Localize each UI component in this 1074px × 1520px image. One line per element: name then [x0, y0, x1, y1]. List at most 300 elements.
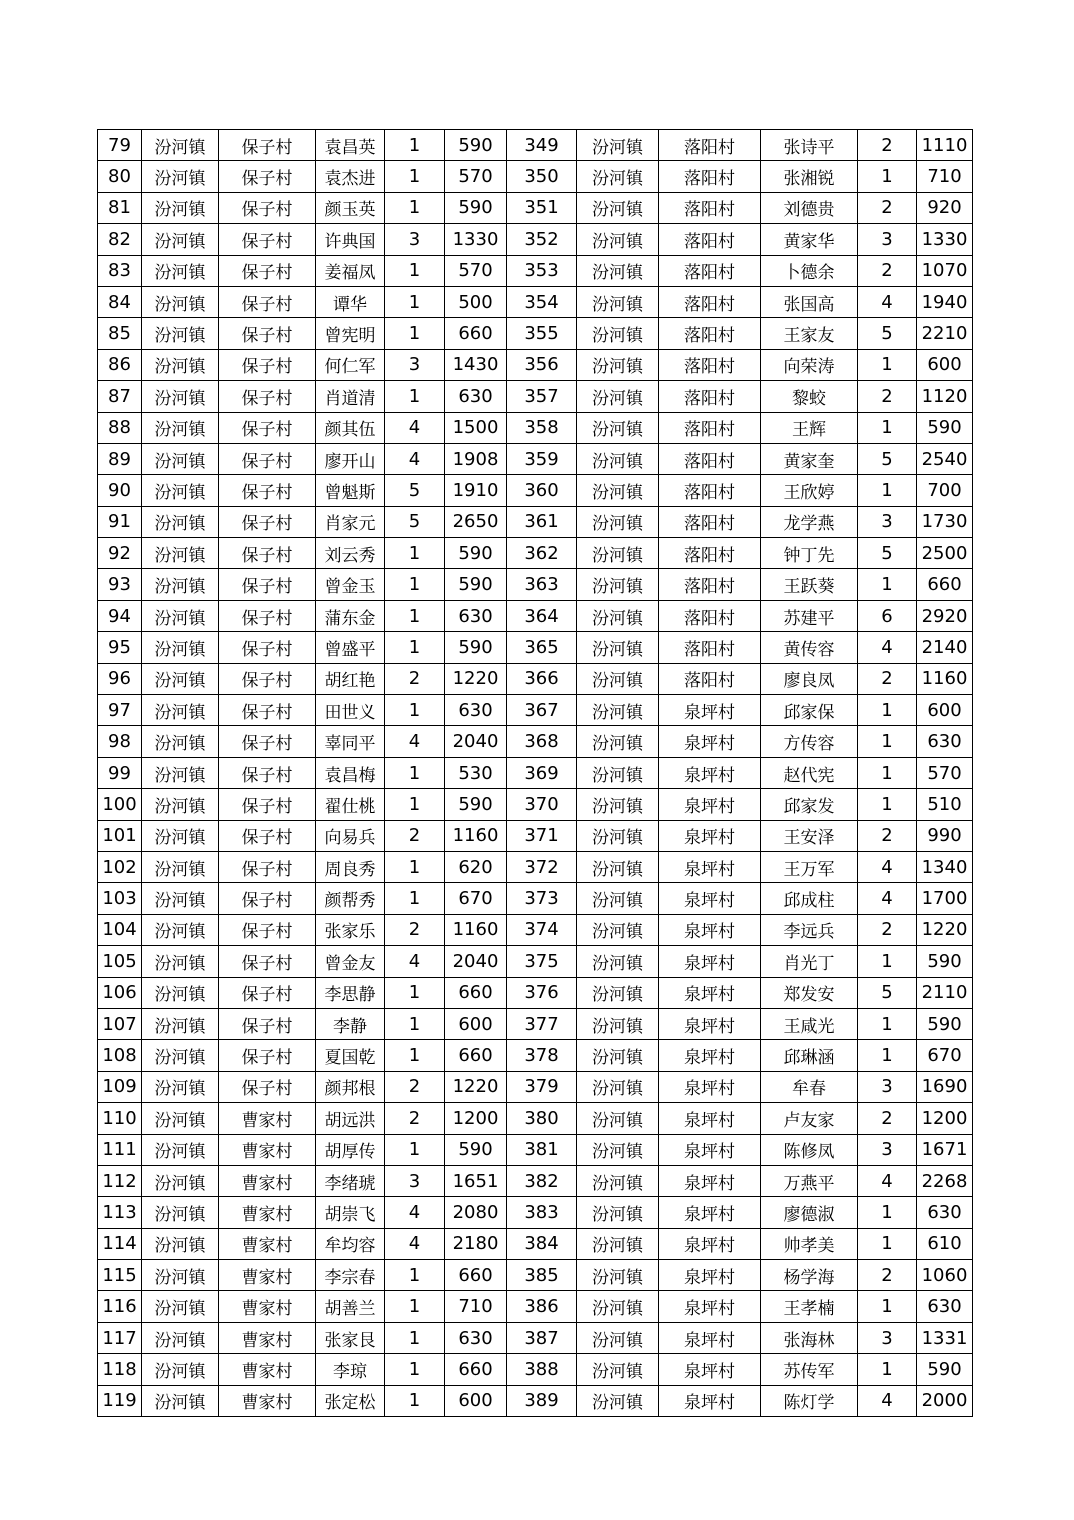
cell-household-size-right: 2	[858, 1103, 917, 1134]
cell-village-left: 保子村	[219, 1040, 316, 1071]
cell-name-right: 廖德淑	[761, 1197, 858, 1228]
cell-amount-right: 1160	[917, 663, 973, 694]
cell-name-right: 方传容	[761, 726, 858, 757]
cell-town-left: 汾河镇	[142, 1197, 219, 1228]
cell-village-right: 泉坪村	[659, 1134, 761, 1165]
table-row	[98, 381, 973, 412]
cell-town-right: 汾河镇	[577, 1165, 659, 1196]
cell-village-right: 落阳村	[659, 663, 761, 694]
cell-name-right: 龙学燕	[761, 506, 858, 537]
table-row	[98, 946, 973, 977]
cell-amount-right: 920	[917, 192, 973, 223]
table-row	[98, 663, 973, 694]
cell-amount-left: 660	[445, 977, 507, 1008]
cell-village-right: 泉坪村	[659, 820, 761, 851]
cell-row-index: 114	[98, 1228, 142, 1259]
cell-town-left: 汾河镇	[142, 412, 219, 443]
cell-village-right: 落阳村	[659, 538, 761, 569]
cell-name-right: 张海林	[761, 1322, 858, 1353]
cell-row-index-right: 353	[507, 255, 577, 286]
cell-name-left: 曾盛平	[316, 632, 385, 663]
cell-amount-left: 570	[445, 255, 507, 286]
cell-town-right: 汾河镇	[577, 695, 659, 726]
table-row	[98, 255, 973, 286]
cell-amount-left: 590	[445, 130, 507, 161]
cell-row-index-right: 387	[507, 1322, 577, 1353]
cell-name-left: 颜其伍	[316, 412, 385, 443]
cell-household-size-right: 2	[858, 192, 917, 223]
cell-village-left: 保子村	[219, 977, 316, 1008]
cell-amount-left: 660	[445, 1040, 507, 1071]
cell-name-right: 王跃葵	[761, 569, 858, 600]
cell-name-right: 廖良凤	[761, 663, 858, 694]
cell-name-left: 曾金玉	[316, 569, 385, 600]
cell-household-size-right: 1	[858, 1354, 917, 1385]
cell-name-right: 钟丁先	[761, 538, 858, 569]
cell-row-index-right: 352	[507, 224, 577, 255]
cell-row-index-right: 385	[507, 1260, 577, 1291]
cell-village-left: 保子村	[219, 286, 316, 317]
cell-household-size-left: 4	[385, 1228, 445, 1259]
cell-amount-left: 600	[445, 1008, 507, 1039]
cell-village-left: 保子村	[219, 1071, 316, 1102]
cell-town-left: 汾河镇	[142, 506, 219, 537]
cell-row-index-right: 371	[507, 820, 577, 851]
cell-name-right: 陈灯学	[761, 1385, 858, 1416]
cell-village-right: 泉坪村	[659, 851, 761, 882]
cell-name-right: 张国高	[761, 286, 858, 317]
cell-amount-left: 1160	[445, 914, 507, 945]
cell-village-right: 泉坪村	[659, 1008, 761, 1039]
cell-name-left: 张家艮	[316, 1322, 385, 1353]
cell-village-left: 曹家村	[219, 1322, 316, 1353]
cell-household-size-right: 1	[858, 1040, 917, 1071]
cell-village-right: 落阳村	[659, 632, 761, 663]
cell-village-left: 曹家村	[219, 1228, 316, 1259]
cell-name-right: 王家友	[761, 318, 858, 349]
table-row	[98, 851, 973, 882]
cell-amount-left: 2040	[445, 946, 507, 977]
cell-village-left: 保子村	[219, 726, 316, 757]
cell-amount-right: 1940	[917, 286, 973, 317]
table-row	[98, 1165, 973, 1196]
cell-name-left: 辜同平	[316, 726, 385, 757]
cell-row-index: 106	[98, 977, 142, 1008]
cell-amount-left: 590	[445, 1134, 507, 1165]
cell-household-size-left: 1	[385, 1008, 445, 1039]
cell-town-left: 汾河镇	[142, 1228, 219, 1259]
cell-amount-left: 530	[445, 757, 507, 788]
cell-row-index-right: 372	[507, 851, 577, 882]
cell-town-left: 汾河镇	[142, 600, 219, 631]
cell-amount-left: 660	[445, 1354, 507, 1385]
cell-amount-right: 700	[917, 475, 973, 506]
cell-town-right: 汾河镇	[577, 914, 659, 945]
cell-town-right: 汾河镇	[577, 1040, 659, 1071]
cell-town-right: 汾河镇	[577, 412, 659, 443]
cell-amount-right: 590	[917, 1008, 973, 1039]
cell-row-index: 82	[98, 224, 142, 255]
cell-town-left: 汾河镇	[142, 726, 219, 757]
cell-household-size-left: 1	[385, 757, 445, 788]
cell-row-index: 108	[98, 1040, 142, 1071]
cell-row-index: 103	[98, 883, 142, 914]
cell-village-right: 落阳村	[659, 224, 761, 255]
cell-town-left: 汾河镇	[142, 538, 219, 569]
cell-town-left: 汾河镇	[142, 1071, 219, 1102]
cell-village-right: 落阳村	[659, 161, 761, 192]
cell-village-right: 泉坪村	[659, 695, 761, 726]
table-row	[98, 1040, 973, 1071]
cell-row-index-right: 350	[507, 161, 577, 192]
cell-household-size-left: 3	[385, 349, 445, 380]
cell-row-index-right: 382	[507, 1165, 577, 1196]
cell-row-index-right: 379	[507, 1071, 577, 1102]
cell-amount-right: 1730	[917, 506, 973, 537]
cell-village-left: 保子村	[219, 255, 316, 286]
cell-row-index-right: 368	[507, 726, 577, 757]
cell-household-size-right: 1	[858, 726, 917, 757]
cell-village-right: 落阳村	[659, 600, 761, 631]
cell-amount-right: 2140	[917, 632, 973, 663]
cell-amount-right: 630	[917, 1197, 973, 1228]
cell-household-size-left: 1	[385, 1134, 445, 1165]
cell-town-right: 汾河镇	[577, 820, 659, 851]
cell-name-left: 张定松	[316, 1385, 385, 1416]
cell-household-size-right: 4	[858, 883, 917, 914]
cell-village-left: 保子村	[219, 757, 316, 788]
cell-household-size-right: 3	[858, 1322, 917, 1353]
table-row	[98, 569, 973, 600]
cell-row-index: 87	[98, 381, 142, 412]
cell-amount-left: 620	[445, 851, 507, 882]
cell-row-index: 100	[98, 789, 142, 820]
cell-amount-right: 600	[917, 349, 973, 380]
cell-household-size-right: 1	[858, 412, 917, 443]
cell-town-left: 汾河镇	[142, 1354, 219, 1385]
cell-household-size-right: 3	[858, 506, 917, 537]
cell-household-size-left: 1	[385, 851, 445, 882]
cell-town-right: 汾河镇	[577, 789, 659, 820]
cell-amount-right: 630	[917, 726, 973, 757]
cell-row-index-right: 354	[507, 286, 577, 317]
cell-row-index: 83	[98, 255, 142, 286]
cell-village-right: 泉坪村	[659, 1071, 761, 1102]
cell-name-left: 曾宪明	[316, 318, 385, 349]
cell-village-left: 曹家村	[219, 1197, 316, 1228]
cell-row-index: 102	[98, 851, 142, 882]
cell-village-left: 保子村	[219, 600, 316, 631]
cell-village-left: 保子村	[219, 538, 316, 569]
cell-name-right: 牟春	[761, 1071, 858, 1102]
cell-town-left: 汾河镇	[142, 130, 219, 161]
cell-household-size-right: 3	[858, 1071, 917, 1102]
cell-name-left: 李琼	[316, 1354, 385, 1385]
cell-name-right: 郑发安	[761, 977, 858, 1008]
cell-name-left: 向易兵	[316, 820, 385, 851]
cell-town-right: 汾河镇	[577, 1291, 659, 1322]
cell-row-index-right: 355	[507, 318, 577, 349]
cell-amount-right: 590	[917, 946, 973, 977]
cell-village-left: 曹家村	[219, 1260, 316, 1291]
table-row	[98, 192, 973, 223]
cell-row-index: 81	[98, 192, 142, 223]
cell-amount-right: 1340	[917, 851, 973, 882]
cell-village-left: 保子村	[219, 789, 316, 820]
cell-village-left: 保子村	[219, 946, 316, 977]
cell-household-size-left: 1	[385, 381, 445, 412]
cell-name-left: 肖道清	[316, 381, 385, 412]
cell-household-size-left: 1	[385, 883, 445, 914]
cell-name-right: 赵代宪	[761, 757, 858, 788]
cell-row-index: 80	[98, 161, 142, 192]
cell-village-right: 落阳村	[659, 192, 761, 223]
cell-row-index-right: 374	[507, 914, 577, 945]
cell-town-right: 汾河镇	[577, 977, 659, 1008]
cell-household-size-right: 3	[858, 224, 917, 255]
cell-row-index-right: 364	[507, 600, 577, 631]
cell-town-left: 汾河镇	[142, 1260, 219, 1291]
cell-village-left: 保子村	[219, 569, 316, 600]
cell-row-index-right: 375	[507, 946, 577, 977]
cell-name-right: 黄家华	[761, 224, 858, 255]
cell-name-right: 邱成柱	[761, 883, 858, 914]
cell-village-left: 保子村	[219, 914, 316, 945]
cell-town-left: 汾河镇	[142, 318, 219, 349]
cell-village-left: 保子村	[219, 130, 316, 161]
table-row	[98, 914, 973, 945]
cell-row-index: 88	[98, 412, 142, 443]
cell-amount-left: 2180	[445, 1228, 507, 1259]
cell-household-size-left: 4	[385, 1197, 445, 1228]
cell-name-left: 李静	[316, 1008, 385, 1039]
cell-household-size-right: 2	[858, 914, 917, 945]
cell-town-left: 汾河镇	[142, 789, 219, 820]
cell-amount-left: 1220	[445, 663, 507, 694]
cell-town-left: 汾河镇	[142, 977, 219, 1008]
cell-household-size-left: 1	[385, 977, 445, 1008]
cell-name-left: 颜帮秀	[316, 883, 385, 914]
cell-name-right: 陈修凤	[761, 1134, 858, 1165]
table-row	[98, 443, 973, 474]
cell-village-right: 泉坪村	[659, 1228, 761, 1259]
table-row	[98, 632, 973, 663]
cell-name-right: 邱家保	[761, 695, 858, 726]
cell-name-right: 王欣婷	[761, 475, 858, 506]
cell-household-size-right: 1	[858, 1197, 917, 1228]
cell-town-left: 汾河镇	[142, 851, 219, 882]
cell-amount-right: 1700	[917, 883, 973, 914]
cell-name-right: 万燕平	[761, 1165, 858, 1196]
cell-amount-right: 600	[917, 695, 973, 726]
cell-town-right: 汾河镇	[577, 1103, 659, 1134]
cell-household-size-left: 2	[385, 820, 445, 851]
cell-town-right: 汾河镇	[577, 663, 659, 694]
cell-household-size-right: 6	[858, 600, 917, 631]
cell-row-index: 84	[98, 286, 142, 317]
cell-household-size-left: 1	[385, 1040, 445, 1071]
cell-household-size-left: 1	[385, 789, 445, 820]
cell-household-size-right: 1	[858, 1008, 917, 1039]
cell-name-left: 夏国乾	[316, 1040, 385, 1071]
cell-amount-left: 590	[445, 632, 507, 663]
cell-town-left: 汾河镇	[142, 224, 219, 255]
cell-name-right: 黄传容	[761, 632, 858, 663]
cell-town-right: 汾河镇	[577, 726, 659, 757]
cell-name-left: 谭华	[316, 286, 385, 317]
cell-household-size-right: 1	[858, 1228, 917, 1259]
cell-household-size-right: 1	[858, 757, 917, 788]
cell-household-size-right: 5	[858, 318, 917, 349]
cell-amount-left: 630	[445, 381, 507, 412]
cell-household-size-right: 1	[858, 349, 917, 380]
cell-village-left: 曹家村	[219, 1385, 316, 1416]
cell-household-size-left: 1	[385, 286, 445, 317]
cell-village-left: 保子村	[219, 506, 316, 537]
cell-village-left: 保子村	[219, 883, 316, 914]
cell-name-right: 黎蛟	[761, 381, 858, 412]
cell-row-index-right: 381	[507, 1134, 577, 1165]
cell-name-left: 胡红艳	[316, 663, 385, 694]
cell-name-left: 曾魁斯	[316, 475, 385, 506]
cell-town-right: 汾河镇	[577, 757, 659, 788]
cell-name-left: 何仁军	[316, 349, 385, 380]
cell-household-size-left: 1	[385, 1260, 445, 1291]
cell-row-index: 117	[98, 1322, 142, 1353]
cell-row-index: 112	[98, 1165, 142, 1196]
cell-name-left: 李思静	[316, 977, 385, 1008]
cell-town-left: 汾河镇	[142, 820, 219, 851]
cell-row-index: 97	[98, 695, 142, 726]
cell-village-right: 泉坪村	[659, 977, 761, 1008]
cell-amount-left: 1430	[445, 349, 507, 380]
cell-amount-left: 1908	[445, 443, 507, 474]
cell-household-size-left: 1	[385, 1291, 445, 1322]
cell-village-right: 落阳村	[659, 381, 761, 412]
table-row	[98, 1291, 973, 1322]
cell-amount-right: 1220	[917, 914, 973, 945]
cell-amount-left: 1651	[445, 1165, 507, 1196]
cell-amount-right: 2110	[917, 977, 973, 1008]
cell-household-size-left: 1	[385, 318, 445, 349]
table-row	[98, 600, 973, 631]
table-row	[98, 224, 973, 255]
cell-household-size-left: 4	[385, 726, 445, 757]
cell-village-left: 曹家村	[219, 1354, 316, 1385]
cell-name-left: 曾金友	[316, 946, 385, 977]
cell-name-left: 颜邦根	[316, 1071, 385, 1102]
cell-household-size-right: 2	[858, 1260, 917, 1291]
cell-row-index: 92	[98, 538, 142, 569]
cell-amount-right: 2268	[917, 1165, 973, 1196]
cell-household-size-left: 1	[385, 695, 445, 726]
cell-name-right: 王安泽	[761, 820, 858, 851]
cell-name-right: 卜德余	[761, 255, 858, 286]
table-row	[98, 1197, 973, 1228]
table-row	[98, 757, 973, 788]
cell-household-size-left: 1	[385, 255, 445, 286]
cell-town-left: 汾河镇	[142, 1385, 219, 1416]
cell-row-index-right: 349	[507, 130, 577, 161]
cell-amount-left: 670	[445, 883, 507, 914]
table-body	[98, 130, 973, 1417]
cell-household-size-left: 3	[385, 224, 445, 255]
cell-row-index-right: 363	[507, 569, 577, 600]
cell-row-index-right: 365	[507, 632, 577, 663]
cell-village-right: 落阳村	[659, 349, 761, 380]
cell-row-index-right: 378	[507, 1040, 577, 1071]
cell-town-right: 汾河镇	[577, 443, 659, 474]
cell-amount-right: 610	[917, 1228, 973, 1259]
cell-household-size-left: 1	[385, 538, 445, 569]
cell-town-left: 汾河镇	[142, 192, 219, 223]
cell-name-right: 邱家发	[761, 789, 858, 820]
table-row	[98, 726, 973, 757]
cell-household-size-right: 2	[858, 255, 917, 286]
cell-household-size-right: 4	[858, 851, 917, 882]
cell-amount-left: 630	[445, 1322, 507, 1353]
cell-row-index-right: 380	[507, 1103, 577, 1134]
cell-village-left: 曹家村	[219, 1291, 316, 1322]
cell-town-right: 汾河镇	[577, 381, 659, 412]
cell-name-left: 牟均容	[316, 1228, 385, 1259]
cell-name-left: 袁昌英	[316, 130, 385, 161]
cell-village-left: 保子村	[219, 349, 316, 380]
table-row	[98, 1354, 973, 1385]
table-row	[98, 1071, 973, 1102]
cell-village-right: 泉坪村	[659, 789, 761, 820]
cell-town-right: 汾河镇	[577, 255, 659, 286]
cell-name-right: 肖光丁	[761, 946, 858, 977]
cell-amount-left: 590	[445, 569, 507, 600]
cell-name-right: 王辉	[761, 412, 858, 443]
table-row	[98, 1134, 973, 1165]
cell-row-index-right: 388	[507, 1354, 577, 1385]
cell-village-left: 保子村	[219, 443, 316, 474]
cell-name-right: 张诗平	[761, 130, 858, 161]
cell-amount-left: 1500	[445, 412, 507, 443]
table-row	[98, 1322, 973, 1353]
cell-town-right: 汾河镇	[577, 130, 659, 161]
cell-amount-left: 2040	[445, 726, 507, 757]
cell-name-right: 李远兵	[761, 914, 858, 945]
cell-name-left: 翟仕桃	[316, 789, 385, 820]
cell-row-index-right: 369	[507, 757, 577, 788]
cell-amount-right: 990	[917, 820, 973, 851]
cell-amount-left: 600	[445, 1385, 507, 1416]
table-row	[98, 475, 973, 506]
cell-household-size-right: 1	[858, 1291, 917, 1322]
cell-village-left: 保子村	[219, 632, 316, 663]
cell-village-left: 曹家村	[219, 1165, 316, 1196]
cell-row-index-right: 358	[507, 412, 577, 443]
cell-town-right: 汾河镇	[577, 1228, 659, 1259]
table-row	[98, 883, 973, 914]
cell-amount-right: 630	[917, 1291, 973, 1322]
cell-amount-left: 630	[445, 600, 507, 631]
cell-amount-right: 1110	[917, 130, 973, 161]
cell-name-left: 胡善兰	[316, 1291, 385, 1322]
cell-amount-right: 1331	[917, 1322, 973, 1353]
cell-amount-left: 590	[445, 538, 507, 569]
cell-name-left: 李宗春	[316, 1260, 385, 1291]
cell-village-right: 落阳村	[659, 443, 761, 474]
cell-household-size-right: 2	[858, 820, 917, 851]
cell-household-size-right: 4	[858, 1385, 917, 1416]
cell-name-right: 卢友家	[761, 1103, 858, 1134]
cell-town-left: 汾河镇	[142, 914, 219, 945]
cell-village-left: 保子村	[219, 381, 316, 412]
